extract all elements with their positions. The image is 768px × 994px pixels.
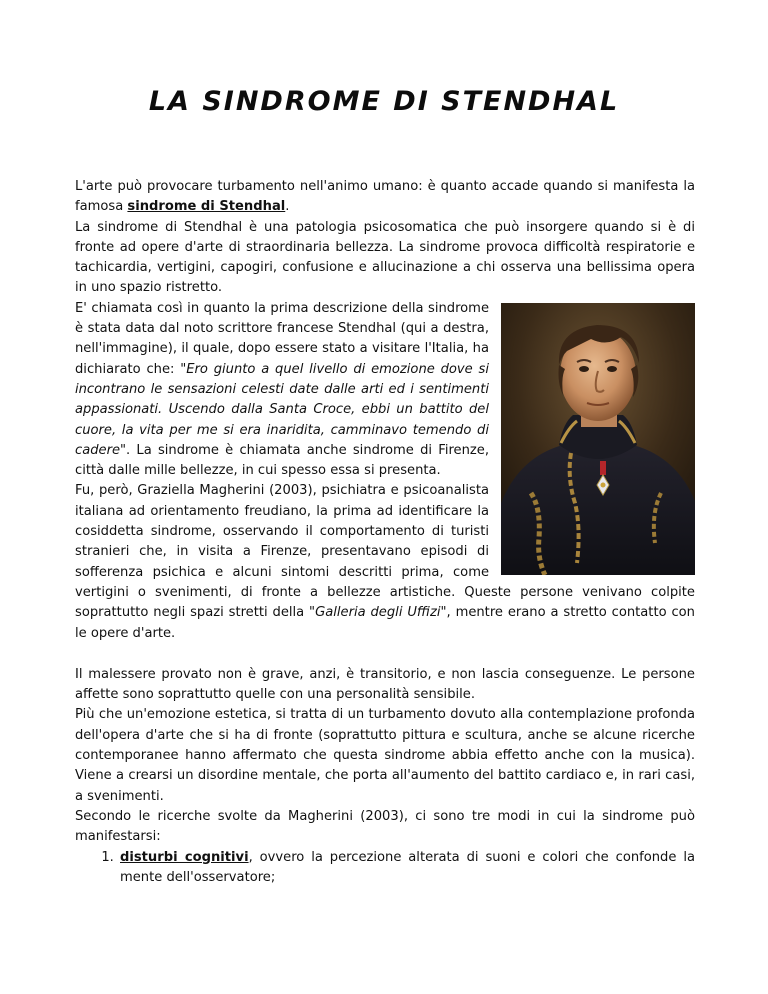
paragraph-modi: Secondo le ricerche svolte da Magherini (2003), ci sono tre modi in cui la sindrome può manifestarsi: bbox=[75, 808, 695, 845]
stendhal-portrait bbox=[501, 303, 695, 575]
page-title: LA SINDROME DI STENDHAL bbox=[148, 86, 620, 117]
paragraph-spacer bbox=[75, 644, 695, 665]
list-item: 1. disturbi cognitivi, ovvero la percezione alterata di suoni e colori che confonde la mente dell'osservatore; bbox=[118, 848, 695, 889]
uffizi-name: Galleria degli Uffizi bbox=[315, 605, 441, 621]
document-body bbox=[75, 177, 695, 888]
paragraph-malessere: Il malessere provato non è grave, anzi, è transitorio, e non lascia conseguenze. Le persone affette sono soprattutto quelle con una personalità sensibile. bbox=[75, 666, 695, 703]
paragraph-intro: L'arte può provocare turbamento nell'animo umano: è quanto accade quando si manifesta la famosa sindrome di Stendhal. bbox=[75, 179, 695, 215]
paragraph-magherini: Fu, però, Graziella Magherini (2003), psichiatra e psicoanalista italiana ad orientamento freudiano, la prima ad identificare la cosiddetta sindrome, osservando il comportamento di turisti stranieri che, in visita a Firenze, presentavano episodi di sofferenza psichica e alcuni sintomi descritti prima, come vertigini o svenimenti, di fronte a bellezze artistiche. Queste persone venivano colpite soprattutto negli spazi stretti della "Galleria degli Uffizi", mentre erano a stretto contatto con le opere d'arte. bbox=[75, 483, 695, 641]
paragraph-origin: E' chiamata così in quanto la prima descrizione della sindrome è stata data dal noto scrittore francese Stendhal (qui a destra, nell'immagine), il quale, dopo essere stato a visitare l'Italia, ha dichiarato che: "Ero giunto a quel livello di emozione dove si incontrano le sensazioni celesti date dalle arti ed i sentimenti appassionati. Uscendo dalla Santa Croce, ebbi un battito del cuore, la vita per me si era inaridita, camminavo temendo di cadere". La sindrome è chiamata anche sindrome di Firenze, città dalle mille bellezze, in cui spesso essa si presenta. bbox=[75, 300, 489, 479]
stendhal-quote: Ero giunto a quel livello di emozione dove si incontrano le sensazioni celesti date dalle arti ed i sentimenti appassionati. Uscendo dalla Santa Croce, ebbi un battito del cuore, la vita per me si era inaridita, camminavo temendo di cadere bbox=[75, 361, 489, 458]
portrait-image bbox=[501, 303, 695, 575]
intro-text: L'arte può provocare turbamento nell'animo umano: è quanto accade quando si manifesta la famosa bbox=[75, 179, 695, 215]
paragraph-emozione: Più che un'emozione estetica, si tratta di un turbamento dovuto alla contemplazione profonda dell'opera d'arte che si ha di fronte (soprattutto pittura e scultura, anche se alcune ricerche contemporanee hanno affermato che questa sindrome abbia effetto anche con la musica). Viene a crearsi un disordine mentale, che porta all'aumento del battito cardiaco e, in rari casi, a svenimenti. bbox=[75, 707, 695, 804]
stendhal-syndrome-link[interactable]: sindrome di Stendhal bbox=[127, 199, 286, 215]
paragraph-definition: La sindrome di Stendhal è una patologia psicosomatica che può insorgere quando si è di fronte ad opere d'arte di straordinaria bellezza. La sindrome provoca difficoltà respiratorie e tachicardia, vertigini, capogiri, confusione e allucinazione a chi osserva una bellissima opera in uno spazio ristretto. bbox=[75, 219, 695, 296]
symptoms-list bbox=[75, 848, 695, 889]
cognitive-disorders-link[interactable]: disturbi cognitivi bbox=[120, 849, 249, 865]
